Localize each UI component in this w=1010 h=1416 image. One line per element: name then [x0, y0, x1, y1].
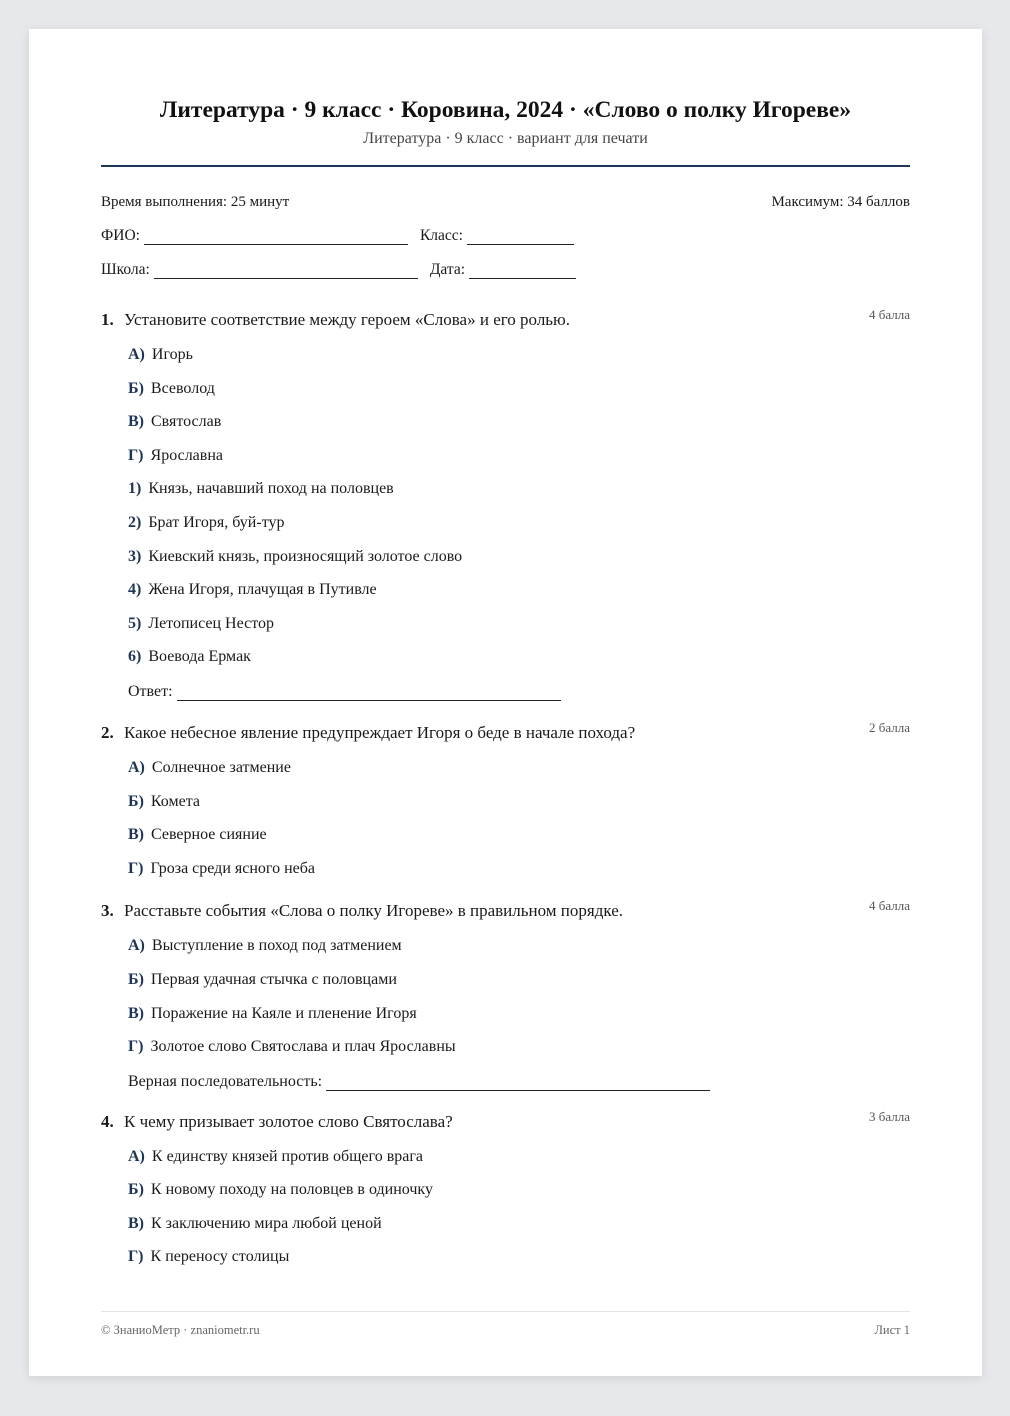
option-item	[128, 373, 910, 407]
question-text: Установите соответствие между героем «Слова» и его ролью.	[124, 310, 571, 329]
option-item	[128, 1174, 910, 1208]
option-text: Жена Игоря, плачущая в Путивле	[148, 581, 377, 599]
option-letter: Г)	[128, 1038, 144, 1056]
option-text: К заключению мира любой ценой	[151, 1214, 382, 1232]
question-2-options	[128, 752, 910, 886]
option-text: Золотое слово Святослава и плач Ярославны	[150, 1038, 456, 1056]
option-item	[128, 608, 910, 642]
option-text: Брат Игоря, буй-тур	[148, 513, 285, 531]
option-item	[128, 752, 910, 786]
option-letter: А)	[128, 758, 145, 776]
question-2	[101, 719, 910, 886]
answer-row	[128, 675, 910, 701]
answer-label: Ответ:	[128, 682, 173, 700]
page-subtitle: Литература · 9 класс · вариант для печати	[363, 130, 648, 147]
option-letter: 6)	[128, 648, 142, 666]
copyright-text: © ЗнаниоМетр · znaniometr.ru	[101, 1323, 260, 1337]
time-limit: Время выполнения: 25 минут	[101, 194, 290, 210]
question-4	[101, 1108, 910, 1275]
option-item	[128, 406, 910, 440]
question-text: Какое небесное явление предупреждает Игоря о беде в начале похода?	[124, 722, 636, 742]
option-text: Выступление в поход под затмением	[151, 937, 402, 955]
option-letter: А)	[128, 1147, 145, 1165]
meta-row	[101, 193, 910, 211]
option-item	[128, 507, 910, 541]
question-points: 2 балла	[869, 719, 910, 735]
option-text: Киевский князь, произносящий золотое слово	[148, 547, 463, 565]
option-letter: А)	[128, 937, 145, 955]
option-letter: В)	[128, 413, 144, 431]
field-row-1	[101, 225, 910, 245]
option-item	[128, 541, 910, 575]
option-letter: Г)	[128, 859, 144, 877]
question-number: 4.	[101, 1111, 114, 1131]
option-item	[128, 786, 910, 820]
option-item	[128, 1031, 910, 1065]
answer-row	[128, 1065, 910, 1091]
class-label: Класс:	[419, 227, 463, 244]
question-1-options	[128, 339, 910, 701]
question-text: Расставьте события «Слова о полку Игореве» в правильном порядке.	[124, 901, 623, 921]
sheet-number: Лист 1	[874, 1323, 910, 1337]
option-text: К переносу столицы	[150, 1248, 290, 1266]
question-4-options	[128, 1141, 910, 1275]
option-text: Гроза среди ясного неба	[150, 859, 315, 877]
question-points: 4 балла	[869, 898, 910, 914]
option-item	[128, 1208, 910, 1242]
date-blank[interactable]	[469, 264, 576, 279]
question-text: К чему призывает золотое слово Святослава?	[124, 1111, 453, 1131]
option-letter: Г)	[128, 1248, 144, 1266]
page-footer	[101, 1311, 910, 1338]
option-text: Северное сияние	[151, 826, 267, 844]
option-letter: Г)	[128, 446, 144, 464]
option-item	[128, 998, 910, 1032]
max-score: Максимум: 34 баллов	[771, 194, 910, 210]
question-1-heading	[101, 309, 910, 331]
school-blank[interactable]	[154, 264, 418, 279]
option-item	[128, 930, 910, 964]
school-label: Школа:	[101, 261, 150, 278]
question-3-options	[128, 930, 910, 1090]
header-divider	[101, 165, 910, 167]
option-letter: 4)	[128, 581, 142, 599]
fio-label: ФИО:	[101, 227, 140, 244]
option-letter: В)	[128, 1004, 144, 1022]
option-item	[128, 853, 910, 887]
answer-blank[interactable]	[326, 1076, 710, 1091]
question-number: 3.	[101, 901, 114, 921]
option-letter: 1)	[128, 480, 142, 498]
option-text: К единству князей против общего врага	[151, 1147, 424, 1165]
question-3-heading	[101, 900, 910, 922]
option-item	[128, 473, 910, 507]
student-fields	[101, 225, 910, 279]
answer-label: Верная последовательность:	[128, 1072, 323, 1090]
option-text: Комета	[150, 792, 200, 810]
field-row-2	[101, 259, 910, 279]
option-text: Солнечное затмение	[151, 758, 291, 776]
option-text: Ярославна	[150, 446, 223, 464]
class-blank[interactable]	[467, 230, 574, 245]
question-number: 1.	[101, 310, 114, 329]
option-item	[128, 641, 910, 675]
option-text: Поражение на Каяле и пленение Игоря	[151, 1004, 417, 1022]
option-letter: А)	[128, 346, 145, 363]
option-letter: Б)	[128, 379, 144, 397]
question-1	[101, 309, 910, 701]
worksheet-header	[101, 29, 910, 149]
option-text: Князь, начавший поход на половцев	[148, 480, 394, 498]
option-item	[128, 1241, 910, 1275]
question-4-heading	[101, 1108, 910, 1133]
option-letter: 5)	[128, 614, 142, 632]
date-label: Дата:	[429, 261, 466, 278]
option-item	[128, 1141, 910, 1175]
question-points: 4 балла	[869, 307, 910, 322]
option-text: Летописец Нестор	[148, 614, 274, 632]
option-item	[128, 339, 910, 373]
option-text: Первая удачная стычка с половцами	[150, 970, 397, 988]
option-text: Игорь	[151, 346, 193, 363]
option-letter: В)	[128, 1214, 144, 1232]
option-item	[128, 964, 910, 998]
worksheet-page	[29, 29, 982, 1376]
option-letter: В)	[128, 826, 144, 844]
option-text: Всеволод	[150, 379, 215, 397]
question-number: 2.	[101, 722, 114, 742]
option-item	[128, 819, 910, 853]
option-item	[128, 574, 910, 608]
answer-blank[interactable]	[177, 686, 561, 701]
option-text: Воевода Ермак	[148, 648, 251, 666]
question-points: 3 балла	[869, 1108, 910, 1124]
option-letter: Б)	[128, 792, 144, 810]
option-letter: 3)	[128, 547, 142, 565]
option-letter: Б)	[128, 970, 144, 988]
option-letter: Б)	[128, 1181, 144, 1199]
question-3	[101, 900, 910, 1090]
option-text: К новому походу на половцев в одиночку	[150, 1181, 433, 1199]
page-title: Литература · 9 класс · Коровина, 2024 · «Слово о полку Игореве»	[159, 97, 852, 123]
option-text: Святослав	[151, 413, 222, 431]
question-2-heading	[101, 719, 910, 744]
fio-blank[interactable]	[144, 230, 408, 245]
option-letter: 2)	[128, 513, 142, 531]
option-item	[128, 440, 910, 474]
